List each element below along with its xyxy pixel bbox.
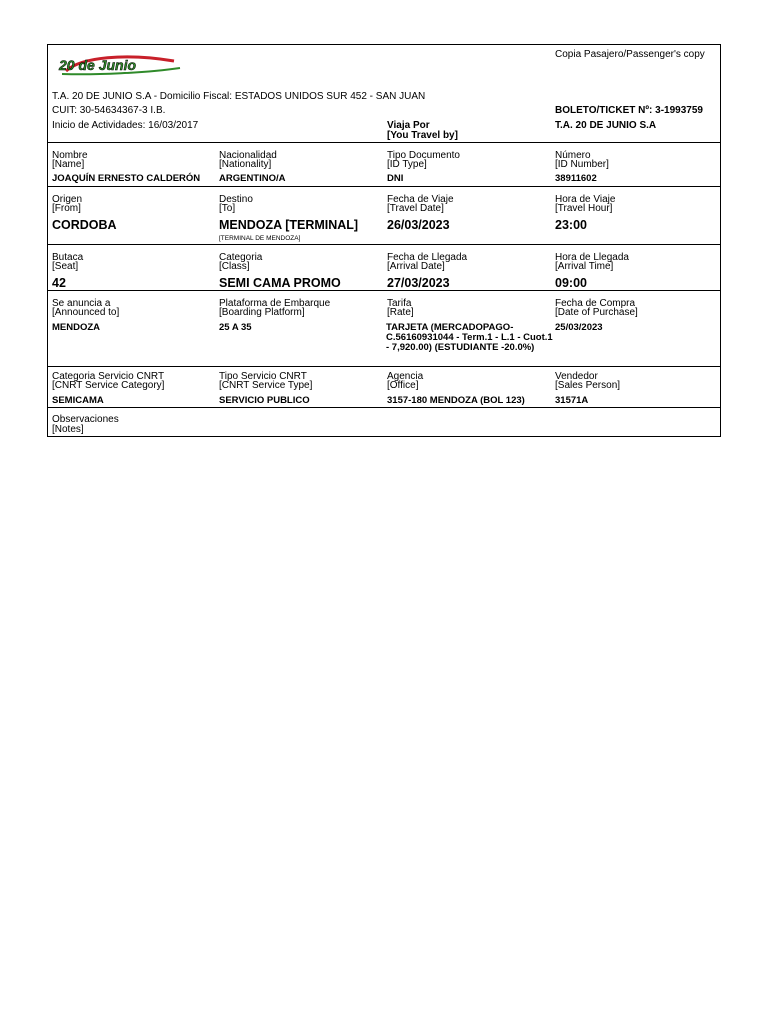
- activity-start: Inicio de Actividades: 16/03/2017: [52, 120, 199, 131]
- platform-value: 25 A 35: [219, 322, 252, 333]
- purchase-date-label-en: [Date of Purchase]: [555, 307, 638, 318]
- travel-date-label-en: [Travel Date]: [387, 203, 444, 214]
- notes-label: Observaciones: [52, 414, 119, 425]
- name-label-en: [Name]: [52, 159, 85, 170]
- arrival-time-label-en: [Arrival Time]: [555, 261, 614, 272]
- rate-value: TARJETA (MERCADOPAGO-C.56160931044 - Term.1 - L.1 - Cuot.1 - 7,920.00) (ESTUDIANTE -20.0%): [386, 322, 553, 353]
- arrival-time-label: Hora de Llegada: [555, 252, 629, 263]
- travel-by-value: T.A. 20 DE JUNIO S.A: [555, 120, 657, 131]
- divider: [48, 244, 720, 245]
- travel-by-label-en: [You Travel by]: [387, 130, 458, 141]
- logo-text: 20 de Junio: [59, 57, 137, 73]
- seat-label: Butaca: [52, 252, 84, 263]
- announced-label: Se anuncia a: [52, 298, 111, 309]
- office-label-en: [Office]: [387, 380, 419, 391]
- nationality-label: Nacionalidad: [219, 150, 277, 161]
- rate-label-en: [Rate]: [387, 307, 414, 318]
- cuit: CUIT: 30-54634367-3 I.B.: [52, 105, 166, 116]
- arrival-time-value: 09:00: [555, 276, 587, 290]
- travel-by-label: Viaja Por: [387, 120, 430, 131]
- origin-label: Origen: [52, 194, 83, 205]
- travel-hour-label: Hora de Viaje: [555, 194, 616, 205]
- divider: [48, 142, 720, 143]
- purchase-date-value: 25/03/2023: [555, 322, 603, 333]
- purchase-date-label: Fecha de Compra: [555, 298, 636, 309]
- cnrt-category-label-en: [CNRT Service Category]: [52, 380, 165, 391]
- travel-date-value: 26/03/2023: [387, 218, 450, 232]
- platform-label: Plataforma de Embarque: [219, 298, 331, 309]
- office-label: Agencia: [387, 371, 424, 382]
- id-type-label: Tipo Documento: [387, 150, 460, 161]
- rate-label: Tarifa: [387, 298, 412, 309]
- announced-label-en: [Announced to]: [52, 307, 120, 318]
- copy-label: Copia Pasajero/Passenger's copy: [555, 49, 705, 60]
- cnrt-category-label: Categoria Servicio CNRT: [52, 371, 165, 382]
- ticket-number: BOLETO/TICKET Nº: 3-1993759: [555, 105, 703, 116]
- divider: [48, 290, 720, 291]
- arrival-date-value: 27/03/2023: [387, 276, 450, 290]
- destination-label-en: [To]: [219, 203, 236, 214]
- id-number-label: Número: [555, 150, 591, 161]
- id-type-value: DNI: [387, 173, 404, 184]
- class-label-en: [Class]: [219, 261, 250, 272]
- divider: [48, 366, 720, 367]
- cnrt-type-label: Tipo Servicio CNRT: [219, 371, 307, 382]
- travel-date-label: Fecha de Viaje: [387, 194, 454, 205]
- destination-terminal: [TERMINAL DE MENDOZA]: [219, 235, 301, 242]
- sales-person-label: Vendedor: [555, 371, 598, 382]
- id-number-value: 38911602: [555, 173, 597, 184]
- id-number-label-en: [ID Number]: [555, 159, 609, 170]
- sales-person-value: 31571A: [555, 395, 589, 406]
- cnrt-type-label-en: [CNRT Service Type]: [219, 380, 313, 391]
- divider: [48, 407, 720, 408]
- destination-label: Destino: [219, 194, 253, 205]
- seat-label-en: [Seat]: [52, 261, 79, 272]
- class-value: SEMI CAMA PROMO: [219, 276, 341, 290]
- cnrt-category-value: SEMICAMA: [52, 395, 104, 406]
- origin-label-en: [From]: [52, 203, 81, 214]
- nationality-value: ARGENTINO/A: [219, 173, 286, 184]
- ticket: [47, 44, 721, 437]
- name-value: JOAQUÍN ERNESTO CALDERÓN: [52, 173, 201, 184]
- nationality-label-en: [Nationality]: [219, 159, 272, 170]
- notes-label-en: [Notes]: [52, 424, 84, 435]
- seat-value: 42: [52, 276, 66, 290]
- travel-hour-label-en: [Travel Hour]: [555, 203, 613, 214]
- origin-value: CORDOBA: [52, 218, 117, 232]
- platform-label-en: [Boarding Platform]: [219, 307, 305, 318]
- cnrt-type-value: SERVICIO PUBLICO: [219, 395, 310, 406]
- sales-person-label-en: [Sales Person]: [555, 380, 621, 391]
- company-logo: [56, 54, 182, 76]
- destination-value: MENDOZA [TERMINAL]: [219, 218, 359, 232]
- arrival-date-label-en: [Arrival Date]: [387, 261, 445, 272]
- class-label: Categoria: [219, 252, 263, 263]
- travel-hour-value: 23:00: [555, 218, 587, 232]
- divider: [48, 186, 720, 187]
- announced-value: MENDOZA: [52, 322, 101, 333]
- name-label: Nombre: [52, 150, 88, 161]
- arrival-date-label: Fecha de Llegada: [387, 252, 468, 263]
- company-line: T.A. 20 DE JUNIO S.A - Domicilio Fiscal: ESTADOS UNIDOS SUR 452 - SAN JUAN: [52, 91, 426, 102]
- office-value: 3157-180 MENDOZA (BOL 123): [387, 395, 525, 406]
- id-type-label-en: [ID Type]: [387, 159, 427, 170]
